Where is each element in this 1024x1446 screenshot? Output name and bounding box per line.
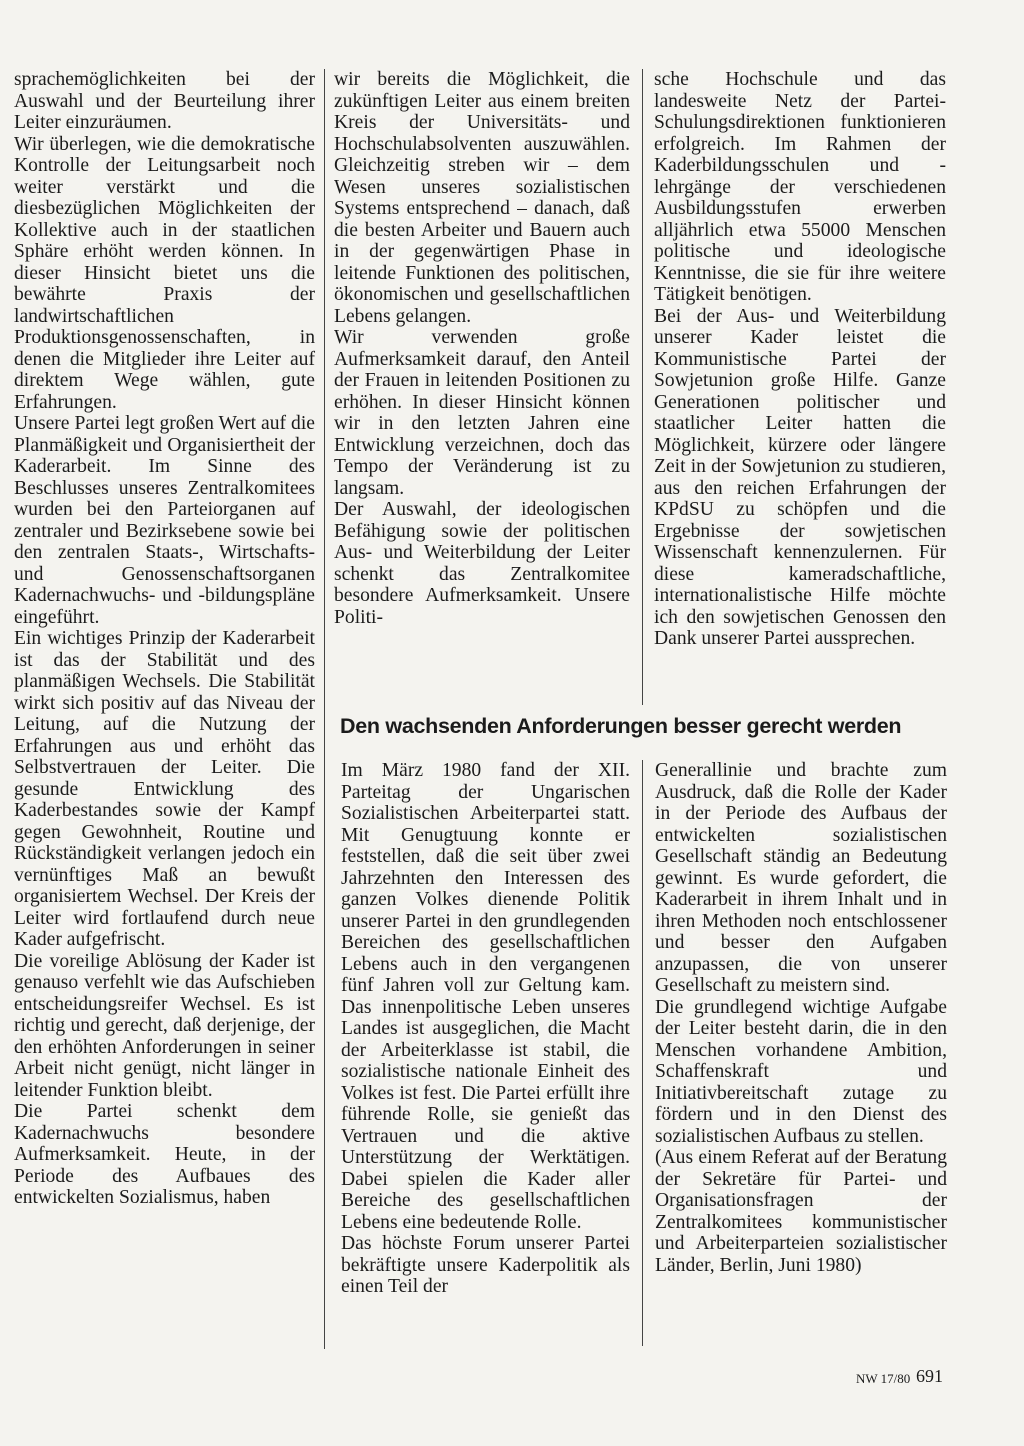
text-column-2 <box>334 69 630 628</box>
paragraph: Wir überlegen, wie die demokratische Kontrolle der Leitungsarbeit noch weiter verstärkt und die diesbezüglichen Möglichkeiten der Kollektive auch in der staatlichen Sphäre erhöht werden können. In dieser Hinsicht bietet uns die bewährte Praxis der landwirtschaftlichen Produktionsgenossenschaften, in denen die Mitglieder ihre Leiter auf direktem Wege wählen, gute Erfahrungen. <box>14 133 315 413</box>
paragraph: Im März 1980 fand der XII. Parteitag der Ungarischen Sozialistischen Arbeiterpartei statt. Mit Genugtuung konnte er feststellen, daß die seit über zwei Jahrzehnten den Interessen des ganzen Volkes dienende Politik unserer Partei in den grundlegenden Bereichen des gesellschaftlichen Lebens auch in den vergangenen fünf Jahren voll zur Geltung kam. Das innenpolitische Leben unseres Landes ist ausgeglichen, die Macht der Arbeiterklasse ist stabil, die sozialistische nationale Einheit des Volkes ist fest. Die Partei erfüllt ihre führende Rolle, sie genießt das Vertrauen und die aktive Unterstützung der Werktätigen. Dabei spielen die Kader aller Bereiche des gesellschaftlichen Lebens eine bedeutende Rolle. <box>341 760 630 1233</box>
paragraph: Der Auswahl, der ideologischen Befähigung sowie der politischen Aus- und Weiterbildung der Leiter schenkt das Zentralkomitee besondere Aufmerksamkeit. Unsere Politi- <box>334 499 630 628</box>
paragraph: Generallinie und brachte zum Ausdruck, daß die Rolle der Kader in der Periode des Aufbaus der entwickelten sozialistischen Gesellschaft ständig an Bedeutung gewinnt. Es wurde gefordert, die Kaderarbeit in ihrem Inhalt und in ihren Methoden noch entschlossener und besser den Aufgaben anzupassen, die von unserer Gesellschaft zu meistern sind. <box>655 760 947 996</box>
paragraph: Ein wichtiges Prinzip der Kaderarbeit ist das der Stabilität und des planmäßigen Wechsels. Die Stabilität wirkt sich positiv auf das Niveau der Leitung, auf die Nutzung der Erfahrungen aus und erhöht das Selbstvertrauen der Leiter. Die gesunde Entwicklung des Kaderbestandes sowie der Kampf gegen Gewohnheit, Routine und Rückständigkeit verlangen jedoch ein vernünftiges Maß an bewußt organisiertem Wechsel. Der Kreis der Leiter wird fortlaufend durch neue Kader aufgefrischt. <box>14 628 315 950</box>
column-rule <box>642 69 643 705</box>
page-number: 691 <box>916 1366 943 1386</box>
text-column-5 <box>655 760 947 1276</box>
paragraph: Die Partei schenkt dem Kadernachwuchs besondere Aufmerksamkeit. Heute, in der Periode des Aufbaues des entwickelten Sozialismus, haben <box>14 1101 315 1208</box>
text-column-4 <box>341 760 630 1298</box>
text-column-1 <box>14 69 315 1209</box>
section-heading: Den wachsenden Anforderungen besser gerecht werden <box>340 714 902 738</box>
column-rule <box>642 760 643 1346</box>
paragraph: (Aus einem Referat auf der Beratung der Sekretäre für Partei- und Organisationsfragen der Zentralkomitees kommunistischer und Arbeiterparteien sozialistischer Länder, Berlin, Juni 1980) <box>655 1147 947 1276</box>
column-rule <box>324 69 325 1349</box>
issue-label: NW 17/80 <box>856 1371 911 1386</box>
paragraph: Die voreilige Ablösung der Kader ist genauso verfehlt wie das Aufschieben entscheidungsreifer Wechsel. Es ist richtig und gerecht, daß derjenige, der den erhöhten Anforderungen in seiner Arbeit nicht genügt, nicht länger in leitender Funktion bleibt. <box>14 950 315 1101</box>
paragraph: Die grundlegend wichtige Aufgabe der Leiter besteht darin, die in den Menschen vorhandene Ambition, Schaffenskraft und Initiativbereitschaft zutage zu fördern und in den Dienst des sozialistischen Aufbaus zu stellen. <box>655 996 947 1147</box>
paragraph: Bei der Aus- und Weiterbildung unserer Kader leistet die Kommunistische Partei der Sowjetunion große Hilfe. Ganze Generationen politischer und staatlicher Leiter hatten die Möglichkeit, kürzere oder längere Zeit in der Sowjetunion zu studieren, aus den reichen Erfahrungen der KPdSU zu schöpfen und die Ergebnisse der sowjetischen Wissenschaft kennenzulernen. Für diese kameradschaftliche, internationalistische Hilfe möchte ich den sowjetischen Genossen den Dank unserer Partei aussprechen. <box>654 305 946 649</box>
paragraph: Wir verwenden große Aufmerksamkeit darauf, den Anteil der Frauen in leitenden Positionen zu erhöhen. In dieser Hinsicht können wir in den letzten Jahren eine Entwicklung verzeichnen, doch das Tempo der Veränderung ist zu langsam. <box>334 327 630 499</box>
text-column-3 <box>654 69 946 650</box>
paragraph: Unsere Partei legt großen Wert auf die Planmäßigkeit und Organisiertheit der Kaderarbeit. Im Sinne des Beschlusses unseres Zentralkomitees wurden bei den Parteiorganen auf zentraler und Bezirksebene sowie bei den zentralen Staats-, Wirtschafts- und Genossenschaftsorganen Kadernachwuchs- und -bildungspläne eingeführt. <box>14 413 315 628</box>
paragraph: wir bereits die Möglichkeit, die zukünftigen Leiter aus einem breiten Kreis der Universitäts- und Hochschulabsolventen auszuwählen. Gleichzeitig streben wir – dem Wesen unseres sozialistischen Systems entsprechend – danach, daß die besten Arbeiter und Bauern auch in der gegenwärtigen Phase in leitende Funktionen des politischen, ökonomischen und gesellschaftlichen Lebens gelangen. <box>334 69 630 327</box>
paragraph: Das höchste Forum unserer Partei bekräftigte unsere Kaderpolitik als einen Teil der <box>341 1233 630 1297</box>
paragraph: sche Hochschule und das landesweite Netz der Partei-Schulungsdirektionen funktionieren erfolgreich. Im Rahmen der Kaderbildungsschulen und -lehrgänge der verschiedenen Ausbildungsstufen erwerben alljährlich etwa 55000 Menschen politische und ideologische Kenntnisse, die sie für ihre weitere Tätigkeit benötigen. <box>654 69 946 305</box>
paragraph: sprachemöglichkeiten bei der Auswahl und der Beurteilung ihrer Leiter einzuräumen. <box>14 69 315 133</box>
